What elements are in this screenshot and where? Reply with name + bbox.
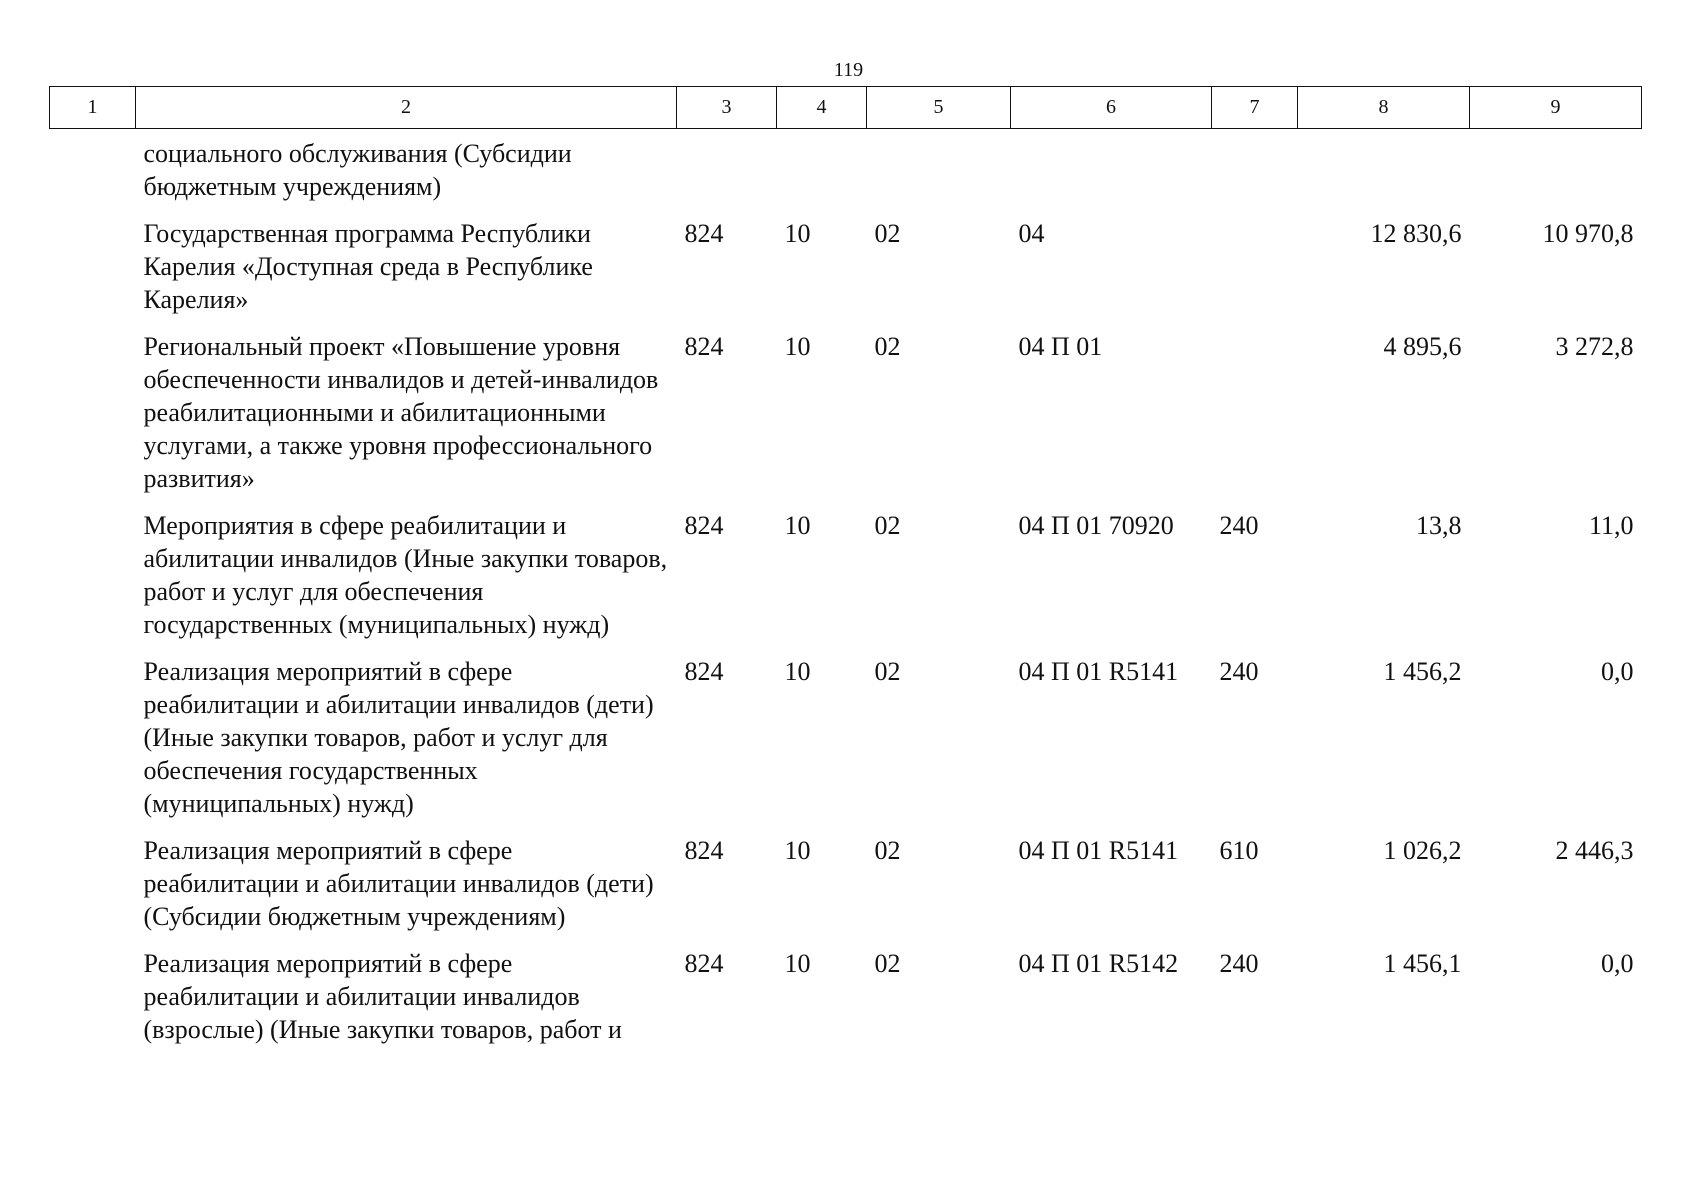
- cell-col-9: [1470, 129, 1642, 218]
- cell-col-8: [1298, 129, 1470, 218]
- cell-col-4: 10: [784, 219, 811, 248]
- cell-col-7: [1212, 129, 1298, 218]
- header-col-7: 7: [1212, 87, 1298, 129]
- cell-col-9: 2 446,3: [1555, 836, 1634, 865]
- cell-col-4: 10: [784, 836, 811, 865]
- cell-col-1: [50, 129, 136, 218]
- cell-col-5: 02: [874, 657, 901, 686]
- header-col-1: 1: [50, 87, 136, 129]
- header-col-9: 9: [1470, 87, 1642, 129]
- cell-col-8: 1 456,1: [1383, 949, 1462, 978]
- cell-col-3: [677, 129, 777, 218]
- header-col-6: 6: [1011, 87, 1212, 129]
- cell-col-9: 0,0: [1601, 657, 1634, 686]
- cell-col-3: 824: [684, 511, 724, 540]
- cell-item-name: Реализация мероприятий в сфере реабилитации и абилитации инвалидов (дети) (Иные закупки товаров, работ и услуг для обеспечения государственных (муниципальных) нужд): [143, 657, 654, 818]
- cell-item-name: Региональный проект «Повышение уровня обеспеченности инвалидов и детей-инвалидов реабилитационными и абилитационными услугами, а также уровня профессионального развития»: [143, 332, 659, 493]
- cell-col-3: 824: [684, 219, 724, 248]
- cell-col-6: 04 П 01 R5142: [1018, 949, 1179, 978]
- cell-col-7: [1212, 217, 1298, 330]
- cell-col-5: 02: [874, 836, 901, 865]
- cell-col-6: 04: [1018, 219, 1045, 248]
- cell-col-4: 10: [784, 949, 811, 978]
- budget-table: [49, 86, 1642, 1060]
- cell-col-1: [50, 217, 136, 330]
- cell-col-4: 10: [784, 332, 811, 361]
- cell-col-6: 04 П 01 R5141: [1018, 657, 1179, 686]
- cell-col-6: 04 П 01 R5141: [1018, 836, 1179, 865]
- cell-col-7: 610: [1219, 836, 1259, 865]
- cell-col-7: 240: [1219, 949, 1259, 978]
- cell-col-1: [50, 330, 136, 509]
- cell-col-3: 824: [684, 332, 724, 361]
- cell-col-6: 04 П 01: [1018, 332, 1103, 361]
- cell-col-7: 240: [1219, 657, 1259, 686]
- cell-col-6: [1011, 129, 1212, 218]
- cell-col-1: [50, 834, 136, 947]
- table-row: [50, 509, 1642, 655]
- cell-col-5: 02: [874, 219, 901, 248]
- cell-col-5: 02: [874, 332, 901, 361]
- cell-col-7: [1212, 330, 1298, 509]
- cell-item-name: Мероприятия в сфере реабилитации и абилитации инвалидов (Иные закупки товаров, работ и услуг для обеспечения государственных (муниципальных) нужд): [143, 511, 668, 639]
- cell-col-9: 3 272,8: [1555, 332, 1634, 361]
- cell-col-3: 824: [684, 657, 724, 686]
- cell-col-4: 10: [784, 657, 811, 686]
- cell-col-9: 11,0: [1588, 511, 1634, 540]
- cell-item-name: Государственная программа Республики Карелия «Доступная среда в Республике Карелия»: [143, 219, 593, 314]
- header-col-2: 2: [136, 87, 677, 129]
- header-col-5: 5: [867, 87, 1011, 129]
- table-header-row: [50, 87, 1642, 129]
- cell-col-3: 824: [684, 836, 724, 865]
- cell-item-name: Реализация мероприятий в сфере реабилитации и абилитации инвалидов (дети) (Субсидии бюджетным учреждениям): [143, 836, 654, 931]
- header-col-4: 4: [777, 87, 867, 129]
- cell-col-1: [50, 947, 136, 1060]
- cell-col-9: 0,0: [1601, 949, 1634, 978]
- cell-col-5: 02: [874, 949, 901, 978]
- cell-item-name: Реализация мероприятий в сфере реабилитации и абилитации инвалидов (взрослые) (Иные закупки товаров, работ и: [143, 949, 622, 1044]
- cell-col-1: [50, 655, 136, 834]
- cell-col-8: 12 830,6: [1370, 219, 1462, 248]
- cell-col-9: 10 970,8: [1542, 219, 1634, 248]
- cell-col-1: [50, 509, 136, 655]
- cell-col-8: 1 456,2: [1383, 657, 1462, 686]
- cell-col-8: 13,8: [1416, 511, 1462, 540]
- cell-col-4: 10: [784, 511, 811, 540]
- table-row: [50, 655, 1642, 834]
- table-row: [50, 129, 1642, 218]
- page-number: 119: [833, 59, 864, 81]
- cell-col-5: 02: [874, 511, 901, 540]
- table-row: [50, 947, 1642, 1060]
- table-row: [50, 330, 1642, 509]
- cell-col-4: [777, 129, 867, 218]
- cell-col-7: 240: [1219, 511, 1259, 540]
- header-col-3: 3: [677, 87, 777, 129]
- cell-item-name: социального обслуживания (Субсидии бюджетным учреждениям): [143, 139, 572, 201]
- cell-col-8: 1 026,2: [1383, 836, 1462, 865]
- cell-col-6: 04 П 01 70920: [1018, 511, 1174, 540]
- cell-col-8: 4 895,6: [1383, 332, 1462, 361]
- cell-col-5: [867, 129, 1011, 218]
- header-col-8: 8: [1298, 87, 1470, 129]
- table-row: [50, 834, 1642, 947]
- table-row: [50, 217, 1642, 330]
- cell-col-3: 824: [684, 949, 724, 978]
